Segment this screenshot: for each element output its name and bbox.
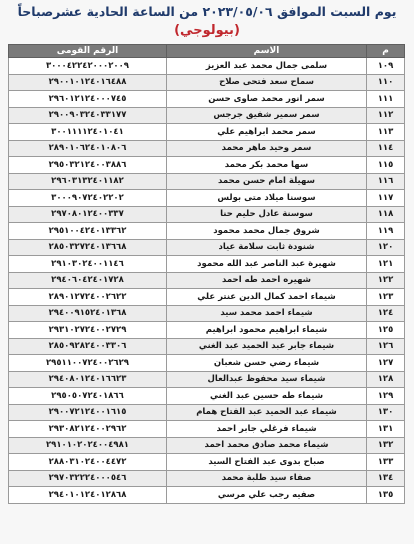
table-row (9, 190, 405, 207)
table-row (9, 239, 405, 256)
national-id: ٢٩٧٠٨٠١٢٤٠٠٣٣٧ (9, 206, 167, 223)
national-id: ٢٩٤٠١٠١٢٤٠١٢٨٦٨ (9, 487, 167, 504)
row-number: ١٣٣ (367, 454, 405, 471)
national-id: ٢٩٠٠١٠١٢٤٠١٦٤٨٨ (9, 74, 167, 91)
table-row (9, 173, 405, 190)
table-row (9, 305, 405, 322)
row-number: ١٣٢ (367, 437, 405, 454)
table-row (9, 206, 405, 223)
national-id: ٣٠٠٠٤٢٢٤٢٠٠٠٢٠٠٩ (9, 58, 167, 75)
row-number: ١٠٩ (367, 58, 405, 75)
national-id: ٢٩٥٠٣٢١٢٤٠٠٣٨٨٦ (9, 157, 167, 174)
table-header-row (9, 45, 405, 58)
national-id: ٢٩٤٠٦٠٤٢٤٠١٧٢٨ (9, 272, 167, 289)
student-name: شيماء جابر عبد الحميد عبد الغني (167, 338, 367, 355)
student-name: شيماء احمد محمد سيد (167, 305, 367, 322)
row-number: ١١٨ (367, 206, 405, 223)
national-id: ٢٨٥٠٣٢٧٢٤٠١٣٦٦٨ (9, 239, 167, 256)
student-name: سمر محمد ابراهيم علي (167, 124, 367, 141)
row-number: ١٢٧ (367, 355, 405, 372)
table-row (9, 289, 405, 306)
table-row (9, 421, 405, 438)
national-id: ٢٩٤٠٨٠١٢٤٠١٦٦٢٣ (9, 371, 167, 388)
student-name: سمر وحيد ماهر محمد (167, 140, 367, 157)
student-name: صفيه رجب علي مرسي (167, 487, 367, 504)
student-name: سهيلة امام حسن محمد (167, 173, 367, 190)
national-id: ٢٨٩٠١٢٧٢٤٠٠٢٦٢٢ (9, 289, 167, 306)
table-row (9, 256, 405, 273)
student-name: شيماء ابراهيم محمود ابراهيم (167, 322, 367, 339)
page-title: يوم السبت الموافق ٢٠٢٣/٠٥/٠٦ من الساعة الحادية عشرصباحاً (17, 4, 397, 19)
national-id: ٢٩٥١٠٠٤٢٤٠١٣٣٦٢ (9, 223, 167, 240)
student-name: شيماء احمد كمال الدين عنتر علي (167, 289, 367, 306)
student-name: شيماء رضي حسن شعبان (167, 355, 367, 372)
row-number: ١١٠ (367, 74, 405, 91)
row-number: ١٣٥ (367, 487, 405, 504)
national-id: ٢٩٦٠٣١٣٢٤٠١١٨٢ (9, 173, 167, 190)
row-number: ١٢٠ (367, 239, 405, 256)
row-number: ١١٤ (367, 140, 405, 157)
student-name: سها محمد بكر محمد (167, 157, 367, 174)
national-id: ٢٩٥٠٥٠٧٢٤٠١٨٦٦ (9, 388, 167, 405)
table-row (9, 355, 405, 372)
national-id: ٢٩٣١٠٢٧٢٤٠٠٢٧٢٩ (9, 322, 167, 339)
national-id: ٢٨٩٠١٠٦٢٤٠١٠٨٠٦ (9, 140, 167, 157)
row-number: ١١٥ (367, 157, 405, 174)
national-id: ٢٩٥١١٠٠٧٢٤٠٠٢٦٢٩ (9, 355, 167, 372)
row-number: ١٢٤ (367, 305, 405, 322)
table-row (9, 454, 405, 471)
national-id: ٢٩١٠١٠٢٠٢٤٠٠٤٩٨١ (9, 437, 167, 454)
student-name: سوسنة عادل حليم حنا (167, 206, 367, 223)
table-row (9, 107, 405, 124)
national-id: ٣٠٠١١١١٢٤٠١٠٤١ (9, 124, 167, 141)
student-name: سلمى جمال محمد عبد العزيز (167, 58, 367, 75)
row-number: ١٣١ (367, 421, 405, 438)
table-row (9, 388, 405, 405)
national-id: ٢٩٦٠١٢١٢٤٠٠٠٧٤٥ (9, 91, 167, 108)
student-name: شنودة ثابت سلامة عياد (167, 239, 367, 256)
national-id: ٢٨٨٠٣١٠٢٤٠٠٤٤٧٢ (9, 454, 167, 471)
row-number: ١٣٠ (367, 404, 405, 421)
table-row (9, 272, 405, 289)
table-row (9, 404, 405, 421)
student-name: شيماء طه حسين عبد الغني (167, 388, 367, 405)
table-row (9, 58, 405, 75)
student-table (8, 44, 405, 504)
national-id: ٢٩٠٠٧٢١٢٤٠٠١٦١٥ (9, 404, 167, 421)
table-row (9, 322, 405, 339)
student-name: شهيره احمد طه احمد (167, 272, 367, 289)
national-id: ٢٨٥٠٩٢٨٢٤٠٠٣٣٠٦ (9, 338, 167, 355)
student-name: سوسنا ميلاد متى بولس (167, 190, 367, 207)
table-row (9, 157, 405, 174)
row-number: ١٣٤ (367, 470, 405, 487)
row-number: ١١٧ (367, 190, 405, 207)
row-number: ١١٣ (367, 124, 405, 141)
student-name: شهيرة عبد الناصر عبد الله محمود (167, 256, 367, 273)
row-number: ١١٢ (367, 107, 405, 124)
table-row (9, 124, 405, 141)
row-number: ١٢٦ (367, 338, 405, 355)
table-row (9, 140, 405, 157)
row-number: ١٢٨ (367, 371, 405, 388)
student-name: شيماء فرغلي جابر احمد (167, 421, 367, 438)
national-id: ٢٩٣٠٨٢١٢٤٠٠٢٩٦٢ (9, 421, 167, 438)
column-header-number: م (367, 45, 405, 58)
national-id: ٢٩٠٠٩٠٣٢٤٠٣٣١٧٧ (9, 107, 167, 124)
table-row (9, 91, 405, 108)
student-name: شيماء سيد محفوظ عبدالعال (167, 371, 367, 388)
column-header-name: الاسم (167, 45, 367, 58)
student-name: سمر انور محمد صاوى حسن (167, 91, 367, 108)
student-name: شروق جمال محمد محمود (167, 223, 367, 240)
student-name: صفاء سيد طلبة محمد (167, 470, 367, 487)
row-number: ١٢٣ (367, 289, 405, 306)
national-id: ٢٩١٠٣٠٢٤٠٠١١٤٦ (9, 256, 167, 273)
student-name: شيماء عبد الحميد عبد الفتاح همام (167, 404, 367, 421)
row-number: ١٢٢ (367, 272, 405, 289)
table-row (9, 74, 405, 91)
student-name: سمر سمير شفيق جرجس (167, 107, 367, 124)
table-body (9, 58, 405, 504)
student-name: صباح بدوى عبد الفتاح السيد (167, 454, 367, 471)
row-number: ١٢٩ (367, 388, 405, 405)
row-number: ١٢١ (367, 256, 405, 273)
row-number: ١١٩ (367, 223, 405, 240)
table-row (9, 437, 405, 454)
student-name: سماح سعد فتحى صلاح (167, 74, 367, 91)
table-row (9, 371, 405, 388)
table-row (9, 487, 405, 504)
row-number: ١١٦ (367, 173, 405, 190)
student-name: شيماء محمد صادق محمد احمد (167, 437, 367, 454)
table-row (9, 223, 405, 240)
subject-label: (بيولوجي) (174, 23, 240, 38)
national-id: ٢٩٧٠٣٢٢٢٤٠٠٠٥٤٦ (9, 470, 167, 487)
row-number: ١٢٥ (367, 322, 405, 339)
table-row (9, 470, 405, 487)
row-number: ١١١ (367, 91, 405, 108)
table-row (9, 338, 405, 355)
column-header-national-id: الرقم القومى (9, 45, 167, 58)
national-id: ٣٠٠٠٩٠٧٢٤٠٢٢٠٢ (9, 190, 167, 207)
national-id: ٢٩٤٠٠٩١٥٢٤٠١٣٦٨ (9, 305, 167, 322)
